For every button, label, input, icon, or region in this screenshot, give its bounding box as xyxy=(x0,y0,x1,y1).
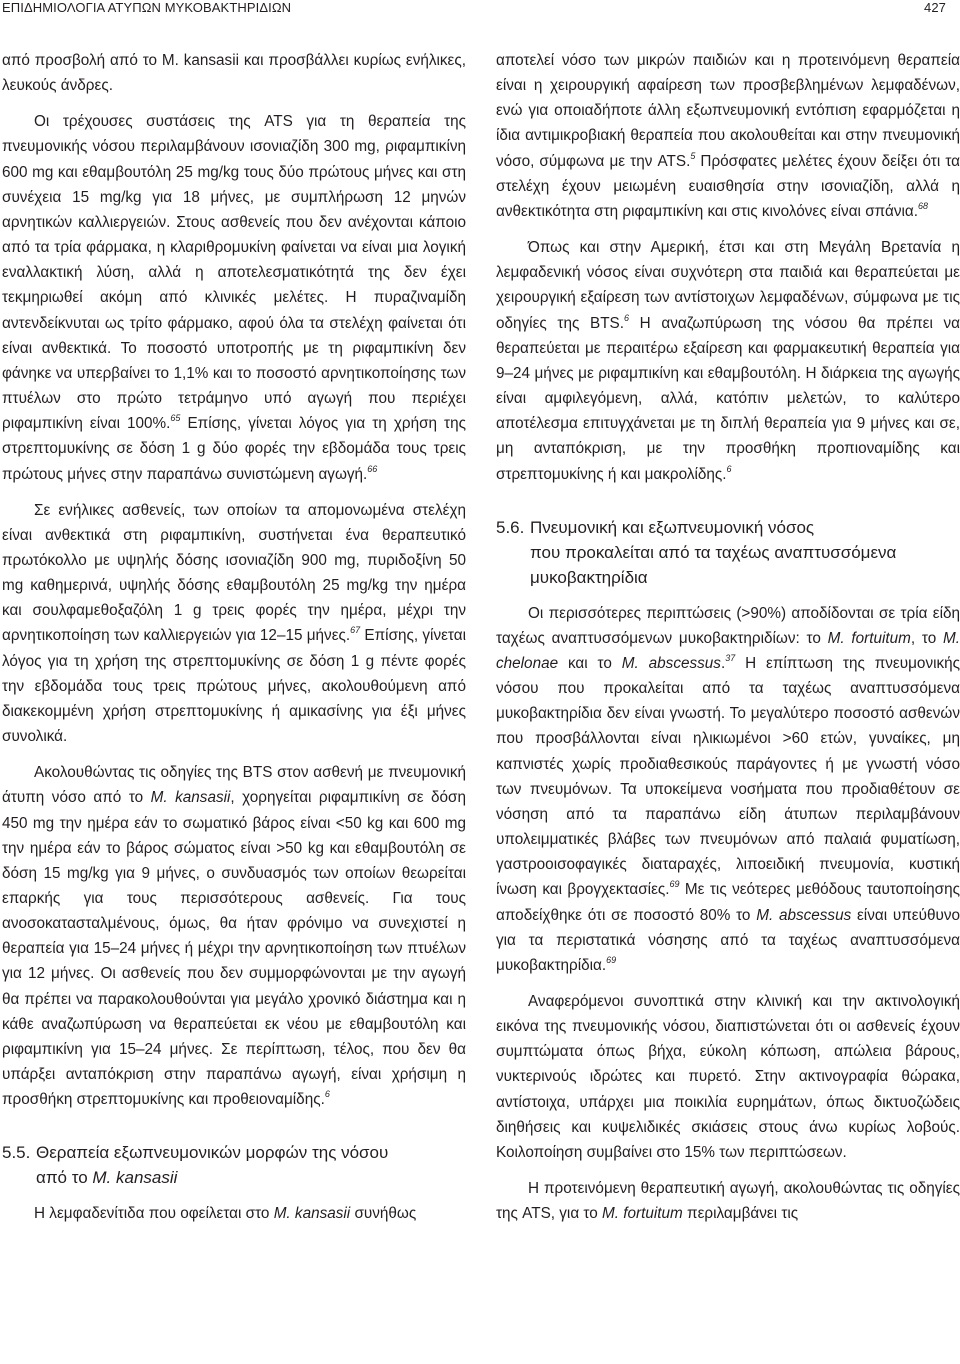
page-header xyxy=(0,0,960,30)
paragraph-ats-recommendations: Οι τρέχουσες συστάσεις της ATS για τη θεραπεία της πνευμονικής νόσου περιλαμβάνουν ισονιαζίδη 300 mg, ριφαμπικίνη 600 mg και εθαμβουτόλη 25 mg/kg τους δύο πρώτους μήνες και στη συνέχεια 15 mg/kg για 18 μήνες, με συμπλήρωση 12 μηνών αρνητικών καλλιεργειών. Στους ασθενείς που δεν ανέχονται κάποιο από τα τρία φάρμακα, η κλαριθρομυκίνη φαίνεται να είναι μια λογική εναλλακτική λύση, αλλά η αποτελεσματικότητά της δεν έχει τεκμηριωθεί ακόμη από κλινικές μελέτες. Η πυραζιναμίδη αντενδείκνυται ως τρίτο φάρμακο, αφού όλα τα στελέχη φαίνεται ότι είναι ανθεκτικά. Το ποσοστό υποτροπής με τη ριφαμπικίνη δεν φάνηκε να υπερβαίνει το 1,1% και το ποσοστό αρνητικοποίησης των πτυέλων στο πρώτο τετράμηνο υπό αγωγή που περιέχει ριφαμπικίνη είναι 100%.$^{65}$ Επίσης, γίνεται λόγος για τη χρήση της στρεπτομυκίνης σε δόση 1 g δύο φορές την εβδομάδα τους τρεις πρώτους μήνες στην παραπάνω συνιστώμενη αγωγή.$^{66}$ xyxy=(2,113,466,483)
citation-ref: 65 xyxy=(170,413,181,424)
running-title: ΕΠΙΔΗΜΙΟΛΟΓΙΑ ΑΤΥΠΩΝ ΜΥΚΟΒΑΚΤΗΡΙΔΙΩΝ xyxy=(2,0,292,15)
paragraph-uk-lymphadenitis: Όπως και στην Αμερική, έτσι και στη Μεγάλη Βρετανία η λεμφαδενική νόσος είναι συχνότερη στα παιδιά και θεραπεύεται με χειρουργική εξαίρεση των αντίστοιχων λεμφαδένων, σύμφωνα με τις οδηγίες της BTS.$^6$ Η αναζωπύρωση της νόσου θα πρέπει να θεραπεύεται με περαιτέρω εξαίρεση και φαρμακευτική θεραπεία για 9–24 μήνες με ριφαμπικίνη και εθαμβουτόλη. Η διάρκεια της αγωγής είναι αμφιλεγόμενη, αλλά, κατόπιν μελετών, το καλύτερο αποτέλεσμα επιτυγχάνεται με τη διπλή θεραπεία για 9 μήνες και σε, μη ανταπόκριση, με την προσθήκη προπιοναμίδης και στρεπτομυκίνης ή και μακρολίδης.$^6$ xyxy=(496,239,960,483)
citation-ref: 66 xyxy=(367,463,378,474)
left-column xyxy=(2,48,466,1364)
paragraph-continuation: από προσβολή από το M. kansasii και προσβάλλει κυρίως ενήλικες, λευκούς άνδρες. xyxy=(2,52,466,95)
paragraph-bts-guidelines: Ακολουθώντας τις οδηγίες της BTS στον ασθενή με πνευμονική άτυπη νόσο από το M. kansasii, χορηγείται ριφαμπικίνη σε δόση 450 mg την ημέρα εάν το σωματικό βάρος είναι <50 kg και 600 mg την ημέρα εάν το βάρος σώματος είναι >50 kg και εθαμβουτόλη σε δόση 15 mg/kg για 9 μήνες, ο συνδυασμός των οποίων θεωρείται επαρκής για τους περισσότερους ασθενείς. Για τους ανοσοκατασταλμένους, όμως, θα ήταν φρόνιμο να συνεχιστεί η θεραπεία για 15–24 μήνες ή μέχρι την αρνητικοποίηση των πτυέλων για 12 μήνες. Οι ασθενείς που δεν συμμορφώνονται με την αγωγή θα πρέπει να παρακολουθούνται για μεγάλο χρονικό διάστημα και η κάθε αναζωπύρωση να θεραπεύεται εκ νέου με εθαμβουτόλη και ριφαμπικίνη για 15–24 μήνες. Σε περίπτωση, τέλος, που δεν θα υπάρξει ανταπόκριση στην παραπάνω αγωγή, είναι χρήσιμη η προσθήκη στρεπτομυκίνης και προθειοναμίδης.$^6$ xyxy=(2,764,466,1109)
citation-ref: 67 xyxy=(350,625,361,636)
citation-ref: 68 xyxy=(917,200,928,211)
paragraph-treatment: Η προτεινόμενη θεραπευτική αγωγή, ακολουθώντας τις οδηγίες της ATS, για το M. fortuitum περιλαμβάνει τις xyxy=(496,1180,960,1223)
page-number: 427 xyxy=(924,0,946,15)
section-heading-5-6: 5.6. Πνευμονική και εξωπνευμονική νόσος που προκαλείται από τα ταχέως αναπτυσσόμενα μυκοβακτηρίδια xyxy=(496,517,897,587)
citation-ref: 69 xyxy=(606,954,617,965)
citation-ref: 6 xyxy=(324,1089,330,1100)
right-column xyxy=(496,48,960,1364)
citation-ref: 5 xyxy=(690,150,696,161)
citation-ref: 37 xyxy=(725,652,736,663)
citation-ref: 6 xyxy=(726,463,732,474)
paragraph-continuation-right: αποτελεί νόσο των μικρών παιδιών και η προτεινόμενη θεραπεία είναι η χειρουργική αφαίρεση των προσβεβλημένων λεμφαδένων, ενώ για οποιαδήποτε άλλη εξωπνευμονική εντόπιση εφαρμόζεται η ίδια αντιμικροβιακή θεραπεία που ακολουθείται και στην πνευμονική νόσο, σύμφωνα με την ATS.$^5$ Πρόσφατες μελέτες έχουν δείξει ότι τα στελέχη έχουν μειωμένη ευαισθησία στην ισονιαζίδη, αλλά η ανθεκτικότητα στη ριφαμπικίνη και στις κινολόνες είναι σπάνια.$^{68}$ xyxy=(496,52,960,220)
paragraph-lymphadenitis: Η λεμφαδενίτιδα που οφείλεται στο M. kansasii συνήθως xyxy=(34,1205,417,1223)
paragraph-clinical-picture: Αναφερόμενοι συνοπτικά στην κλινική και την ακτινολογική εικόνα της πνευμονικής νόσου, διαπιστώνεται ότι οι ασθενείς έχουν συμπτώματα όπως βήχα, εύκολη κόπωση, απώλεια βάρους, νυκτερινούς ιδρώτες και πυρετό. Στην ακτινογραφία θώρακα, αντίστοιχα, υπάρχει μια ποικιλία ευρημάτων, όπως δικτυοζώδεις διηθήσεις και κυψελιδικές σκιάσεις στους άνω κυρίως λοβούς. Κοιλοποίηση συμβαίνει στο 15% των περιπτώσεων. xyxy=(496,993,960,1161)
section-heading-5-5: 5.5. Θεραπεία εξωπνευμονικών μορφών της νόσου από το M. kansasii xyxy=(2,1143,389,1188)
citation-ref: 6 xyxy=(624,312,630,323)
citation-ref: 69 xyxy=(669,879,680,890)
paragraph-rapid-growers: Οι περισσότερες περιπτώσεις (>90%) αποδίδονται σε τρία είδη ταχέως αναπτυσσόμενων μυκοβακτηριδίων: το M. fortuitum, το M. chelonae και το M. abscessus.$^{37}$ Η επίπτωση της πνευμονικής νόσου που προκαλείται από τα ταχέως αναπτυσσόμενα μυκοβακτηρίδια δεν είναι γνωστή. Το μεγαλύτερο ποσοστό ασθενών που προσβάλλονται είναι ηλικιωμένοι >60 ετών, γυναίκες, μη καπνιστές χωρίς προδιαθεσικούς παράγοντες ή με γνωστή νόσο των πνευμόνων. Τα υποκείμενα νοσήματα που προδιαθέτουν σε νόσηση από τα παραπάνω είδη άτυπων περιλαμβάνουν υπολειμματικές βλάβες των πνευμόνων από παλαιά φυματίωση, γαστροοισοφαγικές διαταραχές, λιποειδική πνευμονία, κυστική ίνωση και βρογχεκτασίες.$^{69}$ Με τις νεότερες μεθόδους ταυτοποίησης αποδείχθηκε ότι σε ποσοστό 80% το M. abscessus είναι υπεύθυνο για τα περιστατικά νόσησης από τα ταχέως αναπτυσσόμενα μυκοβακτηρίδια.$^{69}$ xyxy=(496,604,960,974)
paragraph-resistant-strains: Σε ενήλικες ασθενείς, των οποίων τα απομονωμένα στελέχη είναι ανθεκτικά στη ριφαμπικίνη, συστήνεται ένα θεραπευτικό πρωτόκολλο με υψηλής δόσης ισονιαζίδη 900 mg, πυριδοξίνη 50 mg καθημερινά, υψηλής δόσης εθαμβουτόλη 25 mg/kg την ημέρα και σουλφαμεθοξαζόλη 1 g τρεις φορές την ημέρα, μέχρι την αρνητικοποίηση των καλλιεργειών για 12–15 μήνες.$^{67}$ Επίσης, γίνεται λόγος για τη χρήση της στρεπτομυκίνης σε δόση 1 g πέντε φορές την εβδομάδα τους τρεις πρώτους μήνες, ακολουθούμενη από διακεκομμένη χρήση στρεπτομυκίνης ή αμικασίνης για έξι μήνες συνολικά. xyxy=(2,501,466,746)
